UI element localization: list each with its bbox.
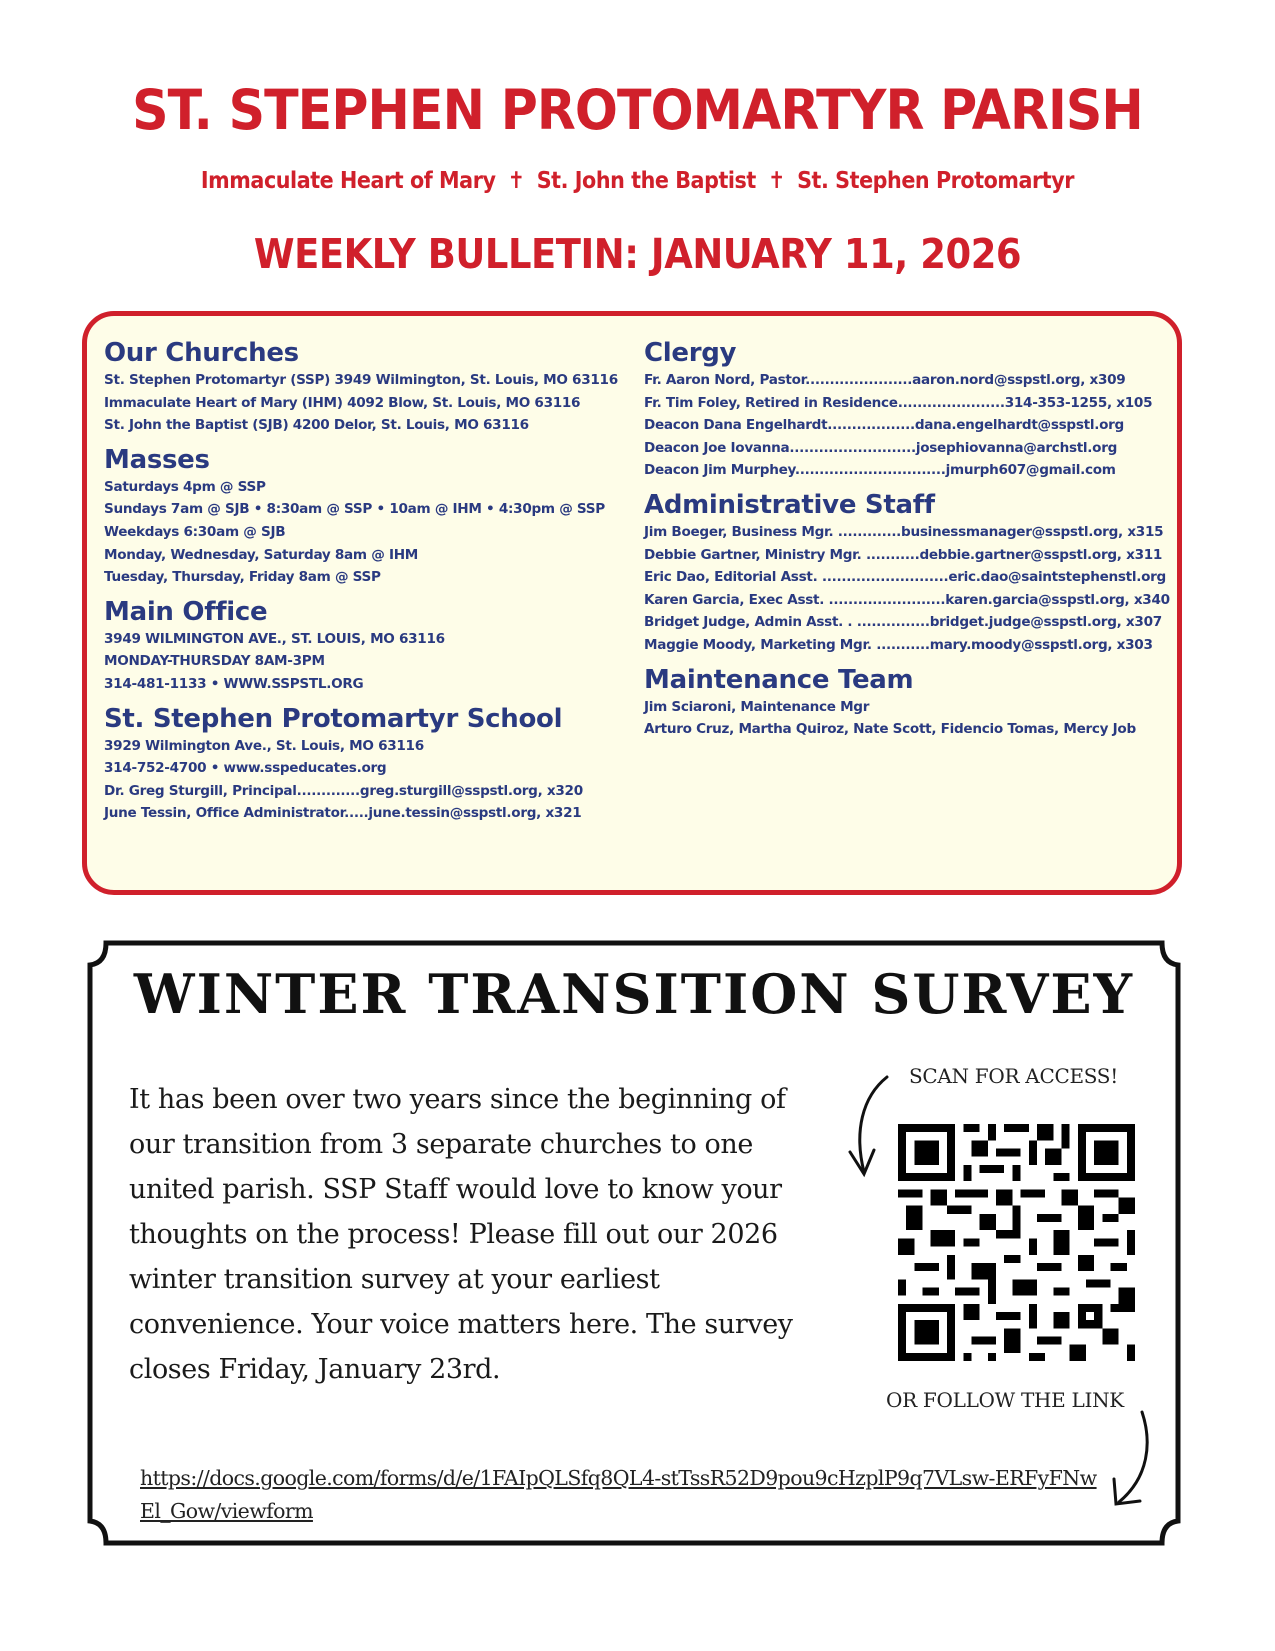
maintenance-members: Arturo Cruz, Martha Quiroz, Nate Scott, Fidencio Tomas, Mercy Job <box>644 721 1136 738</box>
parish-subtitle <box>64 168 1212 194</box>
office-hours: MONDAY-THURSDAY 8AM-3PM <box>104 653 325 670</box>
parish-info-box <box>82 311 1182 895</box>
scan-label: SCAN FOR ACCESS! <box>909 1064 1118 1088</box>
mass-time: Sundays 7am @ SJB • 8:30am @ SSP • 10am @ IHM • 4:30pm @ SSP <box>104 501 605 518</box>
clergy-entry: Fr. Aaron Nord, Pastor......................aaron.nord@sspstl.org, x309 <box>644 372 1126 388</box>
school-address: 3929 Wilmington Ave., St. Louis, MO 63116 <box>104 737 424 754</box>
section-heading: Administrative Staff <box>644 489 935 520</box>
clergy-entry: Fr. Tim Foley, Retired in Residence......................314-353-1255, x105 <box>644 394 1153 411</box>
section-admin-staff <box>644 490 1174 657</box>
arrow-down-icon <box>842 1072 902 1182</box>
section-masses <box>104 445 624 589</box>
bulletin-date-heading: WEEKLY BULLETIN: JANUARY 11, 2026 <box>253 230 1022 278</box>
staff-entry: Eric Dao, Editorial Asst. ..........................eric.dao@saintstephenstl.org <box>644 569 1166 586</box>
church-sjb-address: St. John the Baptist (SJB) 4200 Delor, St. Louis, MO 63116 <box>104 417 529 434</box>
staff-entry: June Tessin, Office Administrator.....june.tessin@sspstl.org, x321 <box>104 805 582 822</box>
subtitle-church-ihm: Immaculate Heart of Mary <box>200 168 496 194</box>
survey-form-link[interactable]: https://docs.google.com/forms/d/e/1FAIpQLSfq8QL4-stTssR52D9pou9cHzplP9q7VLsw-ERFyFNwEl_Gow/viewform <box>140 1466 1097 1523</box>
subtitle-church-sjb: St. John the Baptist <box>536 168 756 194</box>
cross-icon: ✝ <box>507 168 525 194</box>
mass-time: Saturdays 4pm @ SSP <box>104 478 266 495</box>
section-maintenance <box>644 665 1174 741</box>
staff-entry: Debbie Gartner, Ministry Mgr. ...........debbie.gartner@sspstl.org, x311 <box>644 546 1163 563</box>
survey-box <box>84 937 1184 1549</box>
survey-description: It has been over two years since the beginning of our transition from 3 separate churches to one united parish. SSP Staff would love to know your thoughts on the process! Please fill out our 2026 winter transition survey at your earliest convenience. Your voice matters here. The survey closes Friday, January 23rd. <box>129 1084 793 1385</box>
info-left-column <box>104 338 624 833</box>
mass-time: Weekdays 6:30am @ SJB <box>104 523 286 540</box>
staff-entry: Dr. Greg Sturgill, Principal.............greg.sturgill@sspstl.org, x320 <box>104 782 583 799</box>
mass-time: Tuesday, Thursday, Friday 8am @ SSP <box>104 569 381 586</box>
section-main-office <box>104 597 624 696</box>
clergy-entry: Deacon Jim Murphey...............................jmurph607@gmail.com <box>644 462 1116 479</box>
office-contact: 314-481-1133 • WWW.SSPSTL.ORG <box>104 675 364 692</box>
office-address: 3949 WILMINGTON AVE., ST. LOUIS, MO 63116 <box>104 630 445 647</box>
clergy-entry: Deacon Dana Engelhardt..................dana.engelhardt@sspstl.org <box>644 417 1124 434</box>
staff-entry: Maggie Moody, Marketing Mgr. ...........mary.moody@sspstl.org, x303 <box>644 636 1153 653</box>
church-ssp-address: St. Stephen Protomartyr (SSP) 3949 Wilmington, St. Louis, MO 63116 <box>104 372 618 388</box>
staff-entry: Jim Boeger, Business Mgr. .............businessmanager@sspstl.org, x315 <box>644 523 1164 540</box>
staff-entry: Karen Garcia, Exec Asst. ........................karen.garcia@sspstl.org, x340 <box>644 591 1170 608</box>
school-contact: 314-752-4700 • www.sspeducates.org <box>104 760 387 777</box>
parish-title: ST. STEPHEN PROTOMARTYR PARISH <box>132 78 1143 142</box>
survey-title: WINTER TRANSITION SURVEY <box>133 962 1135 1026</box>
section-school <box>104 704 624 825</box>
section-heading: St. Stephen Protomartyr School <box>104 703 563 734</box>
church-ihm-address: Immaculate Heart of Mary (IHM) 4092 Blow, St. Louis, MO 63116 <box>104 394 581 411</box>
follow-link-label: OR FOLLOW THE LINK <box>886 1388 1124 1412</box>
cross-icon: ✝ <box>768 168 785 194</box>
section-heading: Our Churches <box>104 338 299 368</box>
clergy-entry: Deacon Joe Iovanna..........................josephiovanna@archstl.org <box>644 439 1118 456</box>
section-heading: Main Office <box>104 596 268 627</box>
qr-code-icon[interactable] <box>898 1124 1135 1361</box>
info-right-column <box>644 338 1174 749</box>
section-heading: Masses <box>104 444 210 475</box>
section-our-churches <box>104 338 624 437</box>
mass-time: Monday, Wednesday, Saturday 8am @ IHM <box>104 546 419 563</box>
section-clergy <box>644 338 1174 482</box>
staff-entry: Bridget Judge, Admin Asst. . ...............bridget.judge@sspstl.org, x307 <box>644 614 1162 631</box>
maintenance-manager: Jim Sciaroni, Maintenance Mgr <box>644 698 870 715</box>
section-heading: Maintenance Team <box>644 664 914 695</box>
arrow-down-icon <box>1104 1407 1164 1517</box>
section-heading: Clergy <box>644 338 737 368</box>
subtitle-church-ssp: St. Stephen Protomartyr <box>797 168 1075 194</box>
